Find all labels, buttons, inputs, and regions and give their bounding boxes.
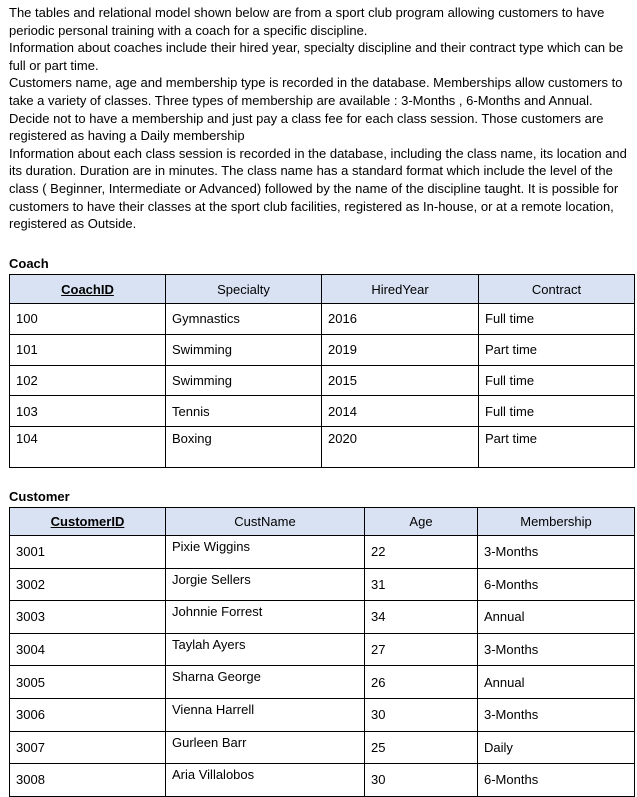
coach-table-title: Coach [9,256,49,271]
customer-name-cell: Sharna George [166,666,365,699]
coach-hiredyear-cell: 2019 [322,334,479,365]
customer-name-cell: Jorgie Sellers [166,568,365,601]
coach-header-coachid: CoachID [10,275,166,304]
customer-membership-cell: 6-Months [478,764,635,797]
coach-hiredyear-cell: 2016 [322,304,479,335]
coach-header-specialty: Specialty [166,275,322,304]
coach-hiredyear-cell: 2015 [322,365,479,396]
coach-contract-cell: Full time [479,365,635,396]
table-row [10,731,635,764]
customer-name-cell: Taylah Ayers [166,633,365,666]
intro-paragraph-customers: Customers name, age and membership type is recorded in the database. Memberships allow customers to take a variety of classes. Three types of membership are available : 3-Months , 6-Months and Annual. Decide not to have a membership and just pay a class fee for each class session. Those customers are registered as having a Daily membership [9,75,623,144]
table-row [10,601,635,634]
customer-membership-cell: Annual [478,666,635,699]
customer-membership-cell: 3-Months [478,536,635,569]
customer-name-cell: Gurleen Barr [166,731,365,764]
customer-header-age: Age [365,508,478,536]
coach-specialty-cell: Tennis [166,396,322,427]
customer-age-cell: 22 [365,536,478,569]
customer-header-row [10,508,635,536]
table-row [10,365,635,396]
intro-paragraph-coaches: Information about coaches include their hired year, specialty discipline and their contract type which can be full or part time. [9,40,624,73]
coach-contract-cell: Part time [479,334,635,365]
table-row [10,666,635,699]
coach-specialty-cell: Swimming [166,334,322,365]
customer-name-cell: Aria Villalobos [166,764,365,797]
coach-id-cell: 104 [10,427,166,468]
table-row [10,764,635,797]
customer-membership-cell: Annual [478,601,635,634]
customer-age-cell: 26 [365,666,478,699]
customer-age-cell: 27 [365,633,478,666]
customer-membership-cell: 3-Months [478,698,635,731]
customer-table-title: Customer [9,489,70,504]
customer-id-cell: 3008 [10,764,166,797]
customer-age-cell: 30 [365,698,478,731]
customer-name-cell: Pixie Wiggins [166,536,365,569]
table-row [10,396,635,427]
customer-name-cell: Johnnie Forrest [166,601,365,634]
coach-contract-cell: Part time [479,427,635,468]
customer-age-cell: 30 [365,764,478,797]
table-row [10,334,635,365]
customer-id-cell: 3002 [10,568,166,601]
coach-contract-cell: Full time [479,304,635,335]
customer-header-customerid: CustomerID [10,508,166,536]
coach-id-cell: 102 [10,365,166,396]
customer-membership-cell: Daily [478,731,635,764]
customer-id-cell: 3001 [10,536,166,569]
customer-membership-cell: 6-Months [478,568,635,601]
customer-id-cell: 3004 [10,633,166,666]
coach-specialty-cell: Boxing [166,427,322,468]
coach-specialty-cell: Swimming [166,365,322,396]
coach-hiredyear-cell: 2020 [322,427,479,468]
customer-header-membership: Membership [478,508,635,536]
coach-contract-cell: Full time [479,396,635,427]
customer-age-cell: 25 [365,731,478,764]
table-row [10,427,635,468]
coach-header-contract: Contract [479,275,635,304]
table-row [10,568,635,601]
intro-paragraph-training: The tables and relational model shown below are from a sport club program allowing customers to have periodic personal training with a coach for a specific discipline. [9,5,605,38]
customer-age-cell: 34 [365,601,478,634]
customer-id-cell: 3005 [10,666,166,699]
customer-table [9,507,635,797]
coach-table [9,274,635,468]
table-row [10,633,635,666]
coach-id-cell: 101 [10,334,166,365]
customer-header-custname: CustName [166,508,365,536]
coach-id-cell: 100 [10,304,166,335]
intro-text [9,4,634,233]
coach-hiredyear-cell: 2014 [322,396,479,427]
table-row [10,304,635,335]
intro-paragraph-classes: Information about each class session is recorded in the database, including the class name, its location and its duration. Duration are in minutes. The class name has a standard format which include the level of the class ( Beginner, Intermediate or Advanced) followed by the name of the discipline taught. It is possible for customers to have their classes at the sport club facilities, registered as In-house, or at a remote location, registered as Outside. [9,145,627,232]
customer-membership-cell: 3-Months [478,633,635,666]
customer-id-cell: 3006 [10,698,166,731]
coach-specialty-cell: Gymnastics [166,304,322,335]
coach-header-row [10,275,635,304]
customer-id-cell: 3007 [10,731,166,764]
coach-id-cell: 103 [10,396,166,427]
customer-id-cell: 3003 [10,601,166,634]
table-row [10,698,635,731]
customer-age-cell: 31 [365,568,478,601]
table-row [10,536,635,569]
coach-header-hiredyear: HiredYear [322,275,479,304]
customer-name-cell: Vienna Harrell [166,698,365,731]
